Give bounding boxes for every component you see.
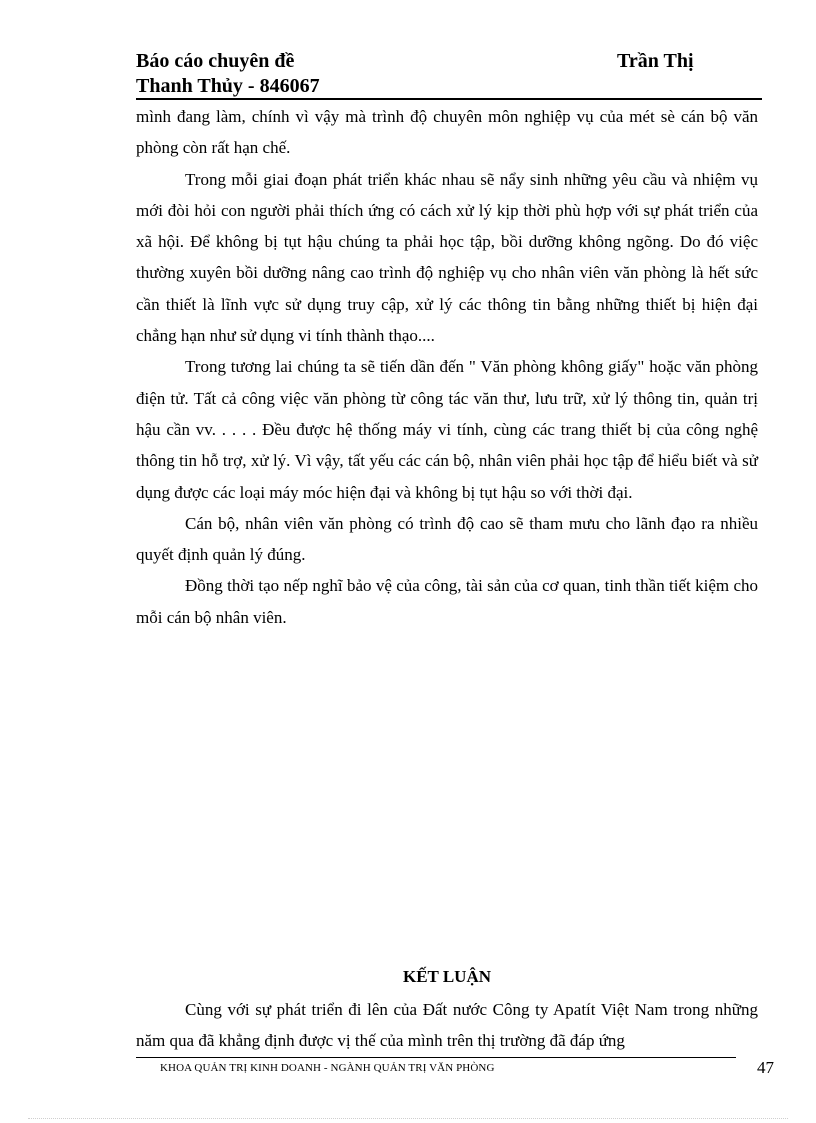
header-title: Báo cáo chuyên đề bbox=[136, 50, 295, 72]
paragraph-continuation: mình đang làm, chính vì vậy mà trình độ chuyên môn nghiệp vụ của mét sè cán bộ văn phòng còn rất hạn chế. bbox=[136, 107, 758, 158]
conclusion-section bbox=[136, 966, 758, 1056]
page-edge-divider bbox=[28, 1118, 788, 1119]
paragraph: Trong mỗi giai đoạn phát triển khác nhau sẽ nẩy sinh những yêu cầu và nhiệm vụ mới đòi hỏi con người phải thích ứng có cách xử lý kịp thời phù hợp với sự phát triển của xã hội. Để không bị tụt hậu chúng ta phải học tập, bồi dưỡng không ngõng. Do đó việc thường xuyên bồi dưỡng nâng cao trình độ nghiệp vụ cho nhân viên văn phòng là hết sức cần thiết là lĩnh vực sử dụng truy cập, xử lý các thông tin bằng những thiết bị hiện đại chẳng hạn như sử dụng vi tính thành thạo.... bbox=[136, 169, 758, 346]
page-number: 47 bbox=[757, 1058, 774, 1077]
paragraph: Đồng thời tạo nếp nghĩ bảo vệ của công, tài sản của cơ quan, tinh thần tiết kiệm cho mỗi cán bộ nhân viên. bbox=[136, 576, 758, 627]
footer-text: KHOA QUẢN TRỊ KINH DOANH - NGÀNH QUẢN TRỊ VĂN PHÒNG bbox=[160, 1062, 495, 1074]
header-rule bbox=[136, 98, 762, 100]
conclusion-heading: KẾT LUẬN bbox=[402, 967, 491, 986]
paragraph: Trong tương lai chúng ta sẽ tiến dần đến " Văn phòng không giấy" hoặc văn phòng điện tử. Tất cả công việc văn phòng từ công tác văn thư, lưu trữ, xử lý thông tin, quản trị hậu cần vv. . . . . Đều được hệ thống máy vi tính, cùng các trang thiết bị của công nghệ thông tin hỗ trợ, xử lý. Vì vậy, tất yếu các cán bộ, nhân viên phải học tập để hiểu biết và sử dụng được các loại máy móc hiện đại và không bị tụt hậu so với thời đại. bbox=[136, 357, 758, 502]
footer-rule bbox=[136, 1057, 736, 1058]
body-text bbox=[136, 101, 758, 633]
header-author-first: Trần Thị bbox=[617, 50, 694, 72]
conclusion-paragraph: Cùng với sự phát triển đi lên của Đất nước Công ty Apatít Việt Nam trong những năm qua đã khẳng định được vị thế của mình trên thị trường đã đáp ứng bbox=[136, 1000, 758, 1050]
paragraph: Cán bộ, nhân viên văn phòng có trình độ cao sẽ tham mưu cho lãnh đạo ra nhiều quyết định quản lý đúng. bbox=[136, 513, 758, 565]
header-author-rest: Thanh Thủy - 846067 bbox=[136, 75, 320, 97]
